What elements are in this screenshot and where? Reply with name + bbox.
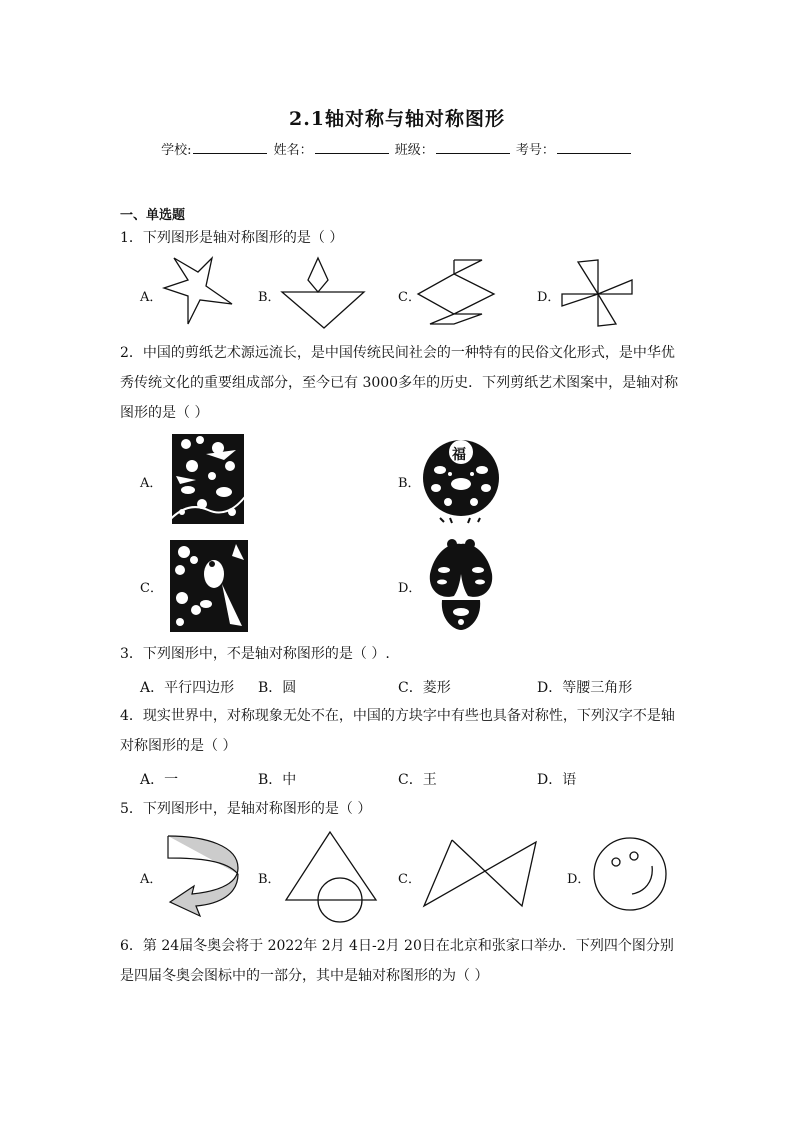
q5-option-c-label: C． bbox=[398, 872, 421, 887]
page-title: 2.1轴对称与轴对称图形 bbox=[288, 108, 506, 130]
q3-option-d: D．等腰三角形 bbox=[537, 680, 633, 696]
school-label: 学校: bbox=[161, 143, 192, 158]
number-label: 考号： bbox=[515, 143, 555, 158]
q2-papercut-c-bird-branch bbox=[166, 534, 252, 634]
q1-option-b-label: B． bbox=[258, 290, 281, 305]
q4-option-b: B．中 bbox=[258, 772, 297, 788]
question-4-line-1: 4．现实世界中，对称现象无处不在，中国的方块字中有些也具备对称性，下列汉字不是轴 bbox=[120, 708, 675, 724]
question-2-line-1: 2．中国的剪纸艺术源远流长，是中国传统民间社会的一种特有的民俗文化形式，是中华优 bbox=[120, 345, 675, 361]
q5-option-a-label: A． bbox=[140, 872, 163, 887]
q1-figure-c-stacked-triangles bbox=[418, 258, 498, 330]
papercut-b-fu-character: 福 bbox=[452, 447, 466, 463]
q1-option-a-label: A． bbox=[140, 290, 163, 305]
name-blank[interactable] bbox=[315, 141, 389, 154]
question-4-line-2: 对称图形的是（ ） bbox=[120, 738, 237, 754]
q1-figure-d-pinwheel bbox=[558, 258, 638, 328]
section-heading: 一、单选题 bbox=[120, 208, 186, 223]
q1-option-c-label: C． bbox=[398, 290, 421, 305]
student-info-line bbox=[0, 139, 794, 158]
q1-figure-a-shuriken bbox=[160, 258, 240, 328]
class-label: 班级： bbox=[394, 143, 434, 158]
q5-figure-c-bowtie bbox=[422, 838, 540, 910]
q2-papercut-a-birds-flowers bbox=[166, 430, 250, 528]
question-6-line-2: 是四届冬奥会图标中的一部分，其中是轴对称图形的为（ ） bbox=[120, 968, 489, 984]
number-blank[interactable] bbox=[557, 141, 631, 154]
q5-option-b-label: B． bbox=[258, 872, 281, 887]
q1-option-d-label: D． bbox=[537, 290, 561, 305]
question-3: 3．下列图形中，不是轴对称图形的是（ ）. bbox=[120, 646, 390, 662]
question-6-line-1: 6．第 24届冬奥会将于 2022年 2月 4日-2月 20日在北京和张家口举办．下列四个图分别 bbox=[120, 938, 674, 954]
q4-option-d: D．语 bbox=[537, 772, 577, 788]
q2-option-b-label: B． bbox=[398, 476, 421, 491]
question-1: 1．下列图形是轴对称图形的是（ ） bbox=[120, 230, 344, 246]
q5-figure-a-curved-arrow bbox=[166, 834, 246, 920]
question-5: 5．下列图形中，是轴对称图形的是（ ） bbox=[120, 801, 372, 817]
question-2-line-3: 图形的是（ ） bbox=[120, 405, 209, 421]
q2-option-a-label: A． bbox=[140, 476, 163, 491]
school-blank[interactable] bbox=[193, 141, 267, 154]
q5-option-d-label: D． bbox=[567, 872, 591, 887]
q1-figure-b-kite-triangle bbox=[278, 258, 368, 330]
q4-option-c: C．王 bbox=[398, 772, 437, 788]
q3-option-b: B．圆 bbox=[258, 680, 297, 696]
q3-option-c: C．菱形 bbox=[398, 680, 451, 696]
question-2-line-2: 秀传统文化的重要组成部分，至今已有 3000多年的历史．下列剪纸艺术图案中，是轴对称 bbox=[120, 375, 679, 391]
q5-figure-b-triangle-circle bbox=[282, 830, 382, 924]
q4-option-a: A．一 bbox=[140, 772, 179, 788]
name-label: 姓名： bbox=[273, 143, 313, 158]
q3-option-a: A．平行四边形 bbox=[140, 680, 235, 696]
class-blank[interactable] bbox=[436, 141, 510, 154]
q2-option-c-label: C． bbox=[140, 581, 163, 596]
q2-option-d-label: D． bbox=[398, 581, 422, 596]
q2-papercut-d-twin-birds bbox=[420, 534, 502, 634]
q5-figure-d-smiley-face bbox=[592, 836, 672, 914]
